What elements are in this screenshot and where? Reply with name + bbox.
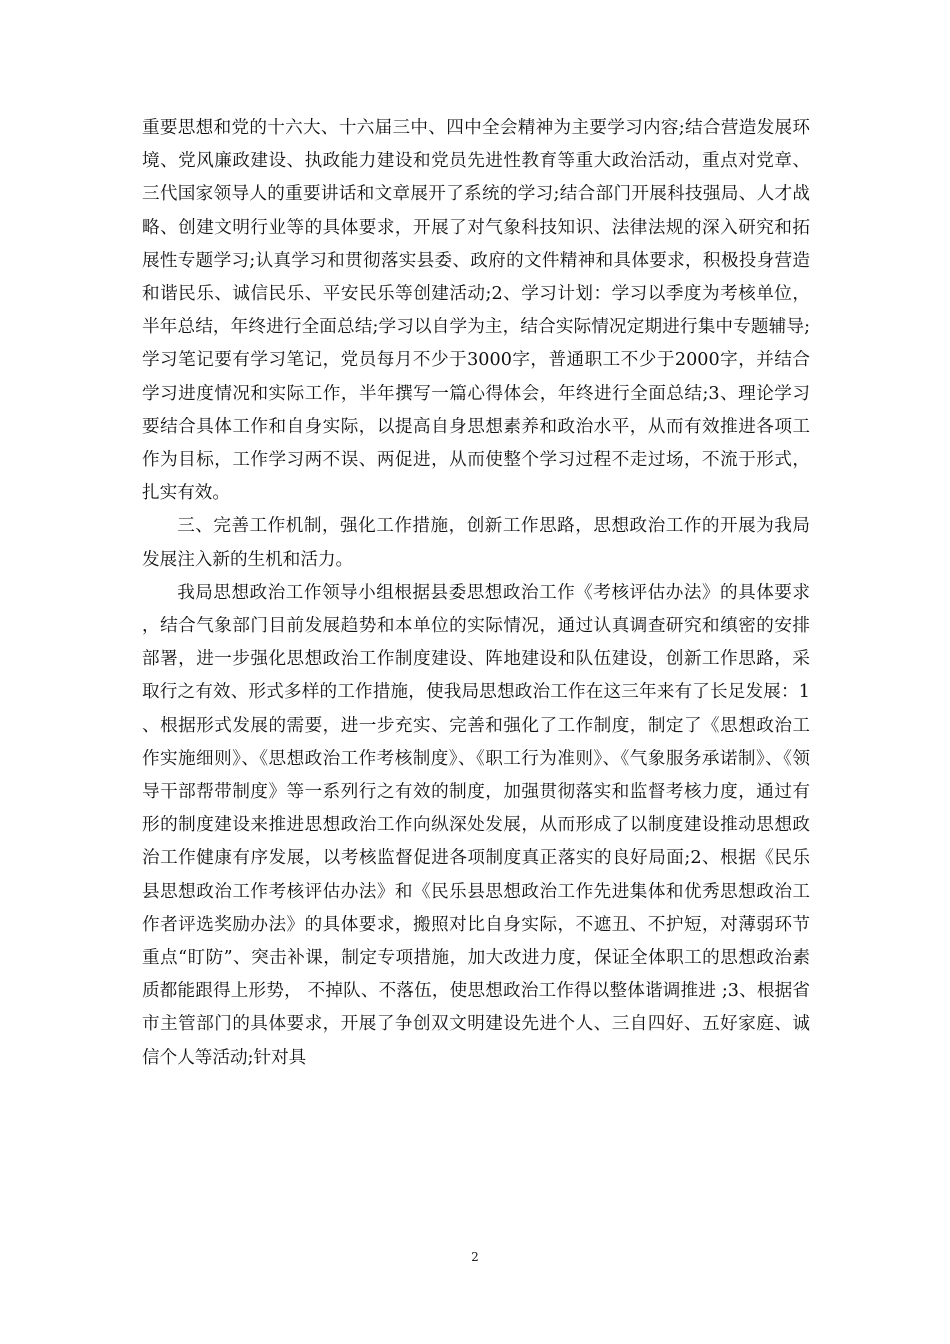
section-heading-paragraph: 三、完善工作机制，强化工作措施，创新工作思路，思想政治工作的开展为我局发展注入新的生机和活力。 — [142, 516, 810, 570]
body-paragraph-1: 重要思想和党的十六大、十六届三中、四中全会精神为主要学习内容;结合营造发展环境、党风廉政建设、执政能力建设和党员先进性教育等重大政治活动，重点对党章、三代国家领导人的重要讲话和文章展开了系统的学习;结合部门开展科技强局、人才战略、创建文明行业等的具体要求，开展了对气象科技知识、法律法规的深入研究和拓展性专题学习;认真学习和贯彻落实县委、政府的文件精神和具体要求，积极投身营造和谐民乐、诚信民乐、平安民乐等创建活动;2、学习计划：学习以季度为考核单位，半年总结，年终进行全面总结;学习以自学为主，结合实际情况定期进行集中专题辅导;学习笔记要有学习笔记，党员每月不少于3000字，普通职工不少于2000字，并结合学习进度情况和实际工作，半年撰写一篇心得体会，年终进行全面总结;3、理论学习要结合具体工作和自身实际，以提高自身思想素养和政治水平，从而有效推进各项工作为目标，工作学习两不误、两促进，从而使整个学习过程不走过场，不流于形式，扎实有效。 — [142, 118, 810, 504]
body-paragraph-3: 我局思想政治工作领导小组根据县委思想政治工作《考核评估办法》的具体要求，结合气象部门目前发展趋势和本单位的实际情况，通过认真调查研究和缜密的安排部署，进一步强化思想政治工作制度建设、阵地建设和队伍建设，创新工作思路，采取行之有效、形式多样的工作措施，使我局思想政治工作在这三年来有了长足发展：1、根据形式发展的需要，进一步充实、完善和强化了工作制度，制定了《思想政治工作实施细则》、《思想政治工作考核制度》、《职工行为准则》、《气象服务承诺制》、《领导干部帮带制度》等一系列行之有效的制度，加强贯彻落实和监督考核力度，通过有形的制度建设来推进思想政治工作向纵深处发展，从而形成了以制度建设推动思想政治工作健康有序发展，以考核监督促进各项制度真正落实的良好局面;2、根据《民乐县思想政治工作考核评估办法》和《民乐县思想政治工作先进集体和优秀思想政治工作者评选奖励办法》的具体要求，搬照对比自身实际，不遮丑、不护短，对薄弱环节重点“盯防”、突击补课，制定专项措施，加大改进力度，保证全体职工的思想政治素质都能跟得上形势， 不掉队、不落伍，使思想政治工作得以整体谐调推进 ;3、根据省市主管部门的具体要求，开展了争创双文明建设先进个人、三自四好、五好家庭、诚信个人等活动;针对具 — [142, 582, 810, 1068]
page-number: 2 — [471, 1250, 479, 1264]
document-page — [142, 112, 810, 1075]
